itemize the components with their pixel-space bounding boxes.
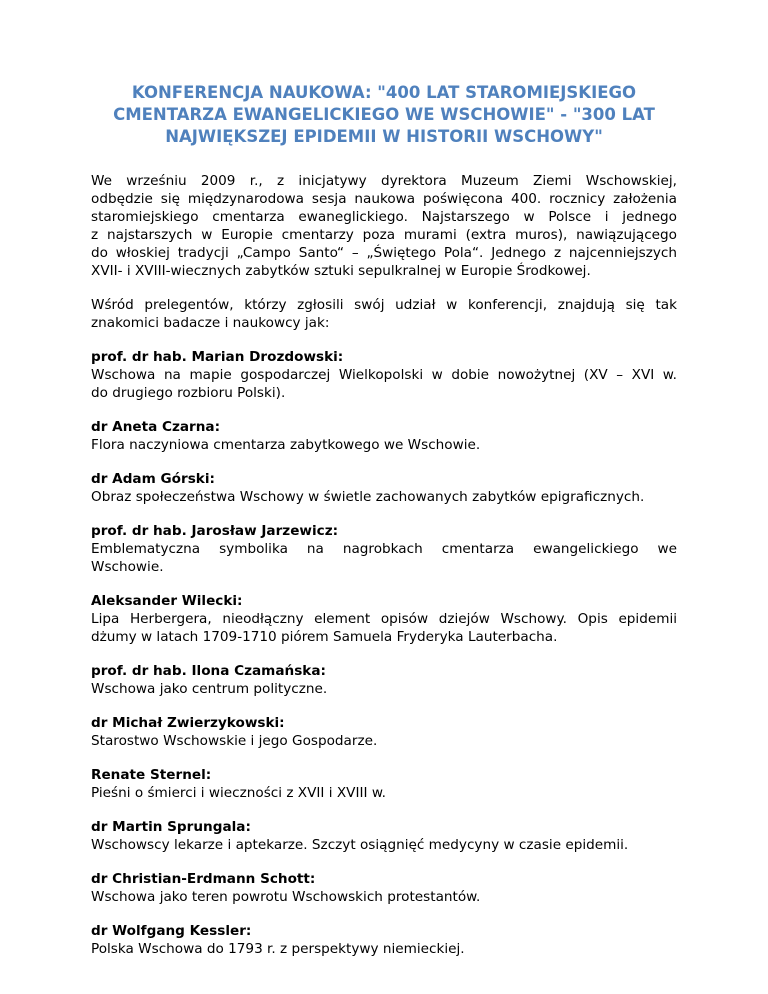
speaker-topic xyxy=(91,836,677,854)
speaker-entry xyxy=(91,470,677,506)
topic-line: Starostwo Wschowskie i jego Gospodarze. xyxy=(91,733,378,749)
intro-line: We wrześniu 2009 r., z inicjatywy dyrektora Muzeum Ziemi Wschowskiej, xyxy=(91,173,677,189)
speaker-topic xyxy=(91,366,677,402)
intro-line: do włoskiej tradycji „Campo Santo“ – „Świętego Pola“. Jednego z najcenniejszych xyxy=(91,245,677,261)
speaker-topic xyxy=(91,436,677,454)
speaker-entry xyxy=(91,348,677,402)
speaker-entry xyxy=(91,818,677,854)
speaker-name: prof. dr hab. Ilona Czamańska: xyxy=(91,663,326,679)
topic-line: dżumy w latach 1709-1710 piórem Samuela Fryderyka Lauterbacha. xyxy=(91,629,558,645)
intro-paragraph xyxy=(91,172,677,280)
topic-line: Pieśni o śmierci i wieczności z XVII i XVIII w. xyxy=(91,785,387,801)
speaker-name: prof. dr hab. Jarosław Jarzewicz: xyxy=(91,523,339,539)
speaker-entry xyxy=(91,522,677,576)
speaker-topic xyxy=(91,610,677,646)
speaker-entry xyxy=(91,418,677,454)
speaker-topic xyxy=(91,680,677,698)
speaker-name: dr Adam Górski: xyxy=(91,471,215,487)
speaker-topic xyxy=(91,784,677,802)
speaker-name: dr Aneta Czarna: xyxy=(91,419,221,435)
speaker-entry xyxy=(91,922,677,958)
speaker-topic xyxy=(91,540,677,576)
speaker-entry xyxy=(91,714,677,750)
speaker-topic xyxy=(91,488,677,506)
speaker-name: dr Wolfgang Kessler: xyxy=(91,923,252,939)
speaker-name: prof. dr hab. Marian Drozdowski: xyxy=(91,349,344,365)
title-line: CMENTARZA EWANGELICKIEGO WE WSCHOWIE" - "300 LAT xyxy=(113,105,655,124)
intro-line: XVII- i XVIII-wiecznych zabytków sztuki sepulkralnej w Europie Środkowej. xyxy=(91,263,591,279)
speaker-entry xyxy=(91,870,677,906)
document-title xyxy=(91,82,677,148)
speaker-topic xyxy=(91,940,677,958)
document-page xyxy=(91,82,677,974)
topic-line: Emblematyczna symbolika na nagrobkach cmentarza ewangelickiego we xyxy=(91,541,677,557)
title-line: NAJWIĘKSZEJ EPIDEMII W HISTORII WSCHOWY" xyxy=(165,127,603,146)
lead-line: znakomici badacze i naukowcy jak: xyxy=(91,315,330,331)
speaker-name: dr Martin Sprungala: xyxy=(91,819,251,835)
topic-line: Wschowscy lekarze i aptekarze. Szczyt osiągnięć medycyny w czasie epidemii. xyxy=(91,837,629,853)
speaker-list xyxy=(91,348,677,958)
speaker-entry xyxy=(91,766,677,802)
topic-line: Wschowa jako centrum polityczne. xyxy=(91,681,328,697)
speaker-topic xyxy=(91,888,677,906)
speaker-name: dr Michał Zwierzykowski: xyxy=(91,715,285,731)
intro-line: staromiejskiego cmentarza ewaneglickiego. Najstarszego w Polsce i jednego xyxy=(91,209,677,225)
lead-line: Wśród prelegentów, którzy zgłosili swój udział w konferencji, znajdują się tak xyxy=(91,297,677,313)
topic-line: Wschowie. xyxy=(91,559,164,575)
speaker-name: Renate Sternel: xyxy=(91,767,212,783)
speakers-lead-paragraph xyxy=(91,296,677,332)
topic-line: Obraz społeczeństwa Wschowy w świetle zachowanych zabytków epigraficznych. xyxy=(91,489,645,505)
title-line: KONFERENCJA NAUKOWA: "400 LAT STAROMIEJSKIEGO xyxy=(131,83,637,102)
speaker-name: Aleksander Wilecki: xyxy=(91,593,243,609)
topic-line: Polska Wschowa do 1793 r. z perspektywy niemieckiej. xyxy=(91,941,465,957)
speaker-topic xyxy=(91,732,677,750)
topic-line: Flora naczyniowa cmentarza zabytkowego we Wschowie. xyxy=(91,437,481,453)
topic-line: Wschowa jako teren powrotu Wschowskich protestantów. xyxy=(91,889,481,905)
speaker-name: dr Christian-Erdmann Schott: xyxy=(91,871,316,887)
intro-line: odbędzie się międzynarodowa sesja naukowa poświęcona 400. rocznicy założenia xyxy=(91,191,677,207)
topic-line: do drugiego rozbioru Polski). xyxy=(91,385,286,401)
topic-line: Lipa Herbergera, nieodłączny element opisów dziejów Wschowy. Opis epidemii xyxy=(91,611,677,627)
intro-line: z najstarszych w Europie cmentarzy poza murami (extra muros), nawiązującego xyxy=(91,227,677,243)
speaker-entry xyxy=(91,662,677,698)
topic-line: Wschowa na mapie gospodarczej Wielkopolski w dobie nowożytnej (XV – XVI w. xyxy=(91,367,677,383)
speaker-entry xyxy=(91,592,677,646)
